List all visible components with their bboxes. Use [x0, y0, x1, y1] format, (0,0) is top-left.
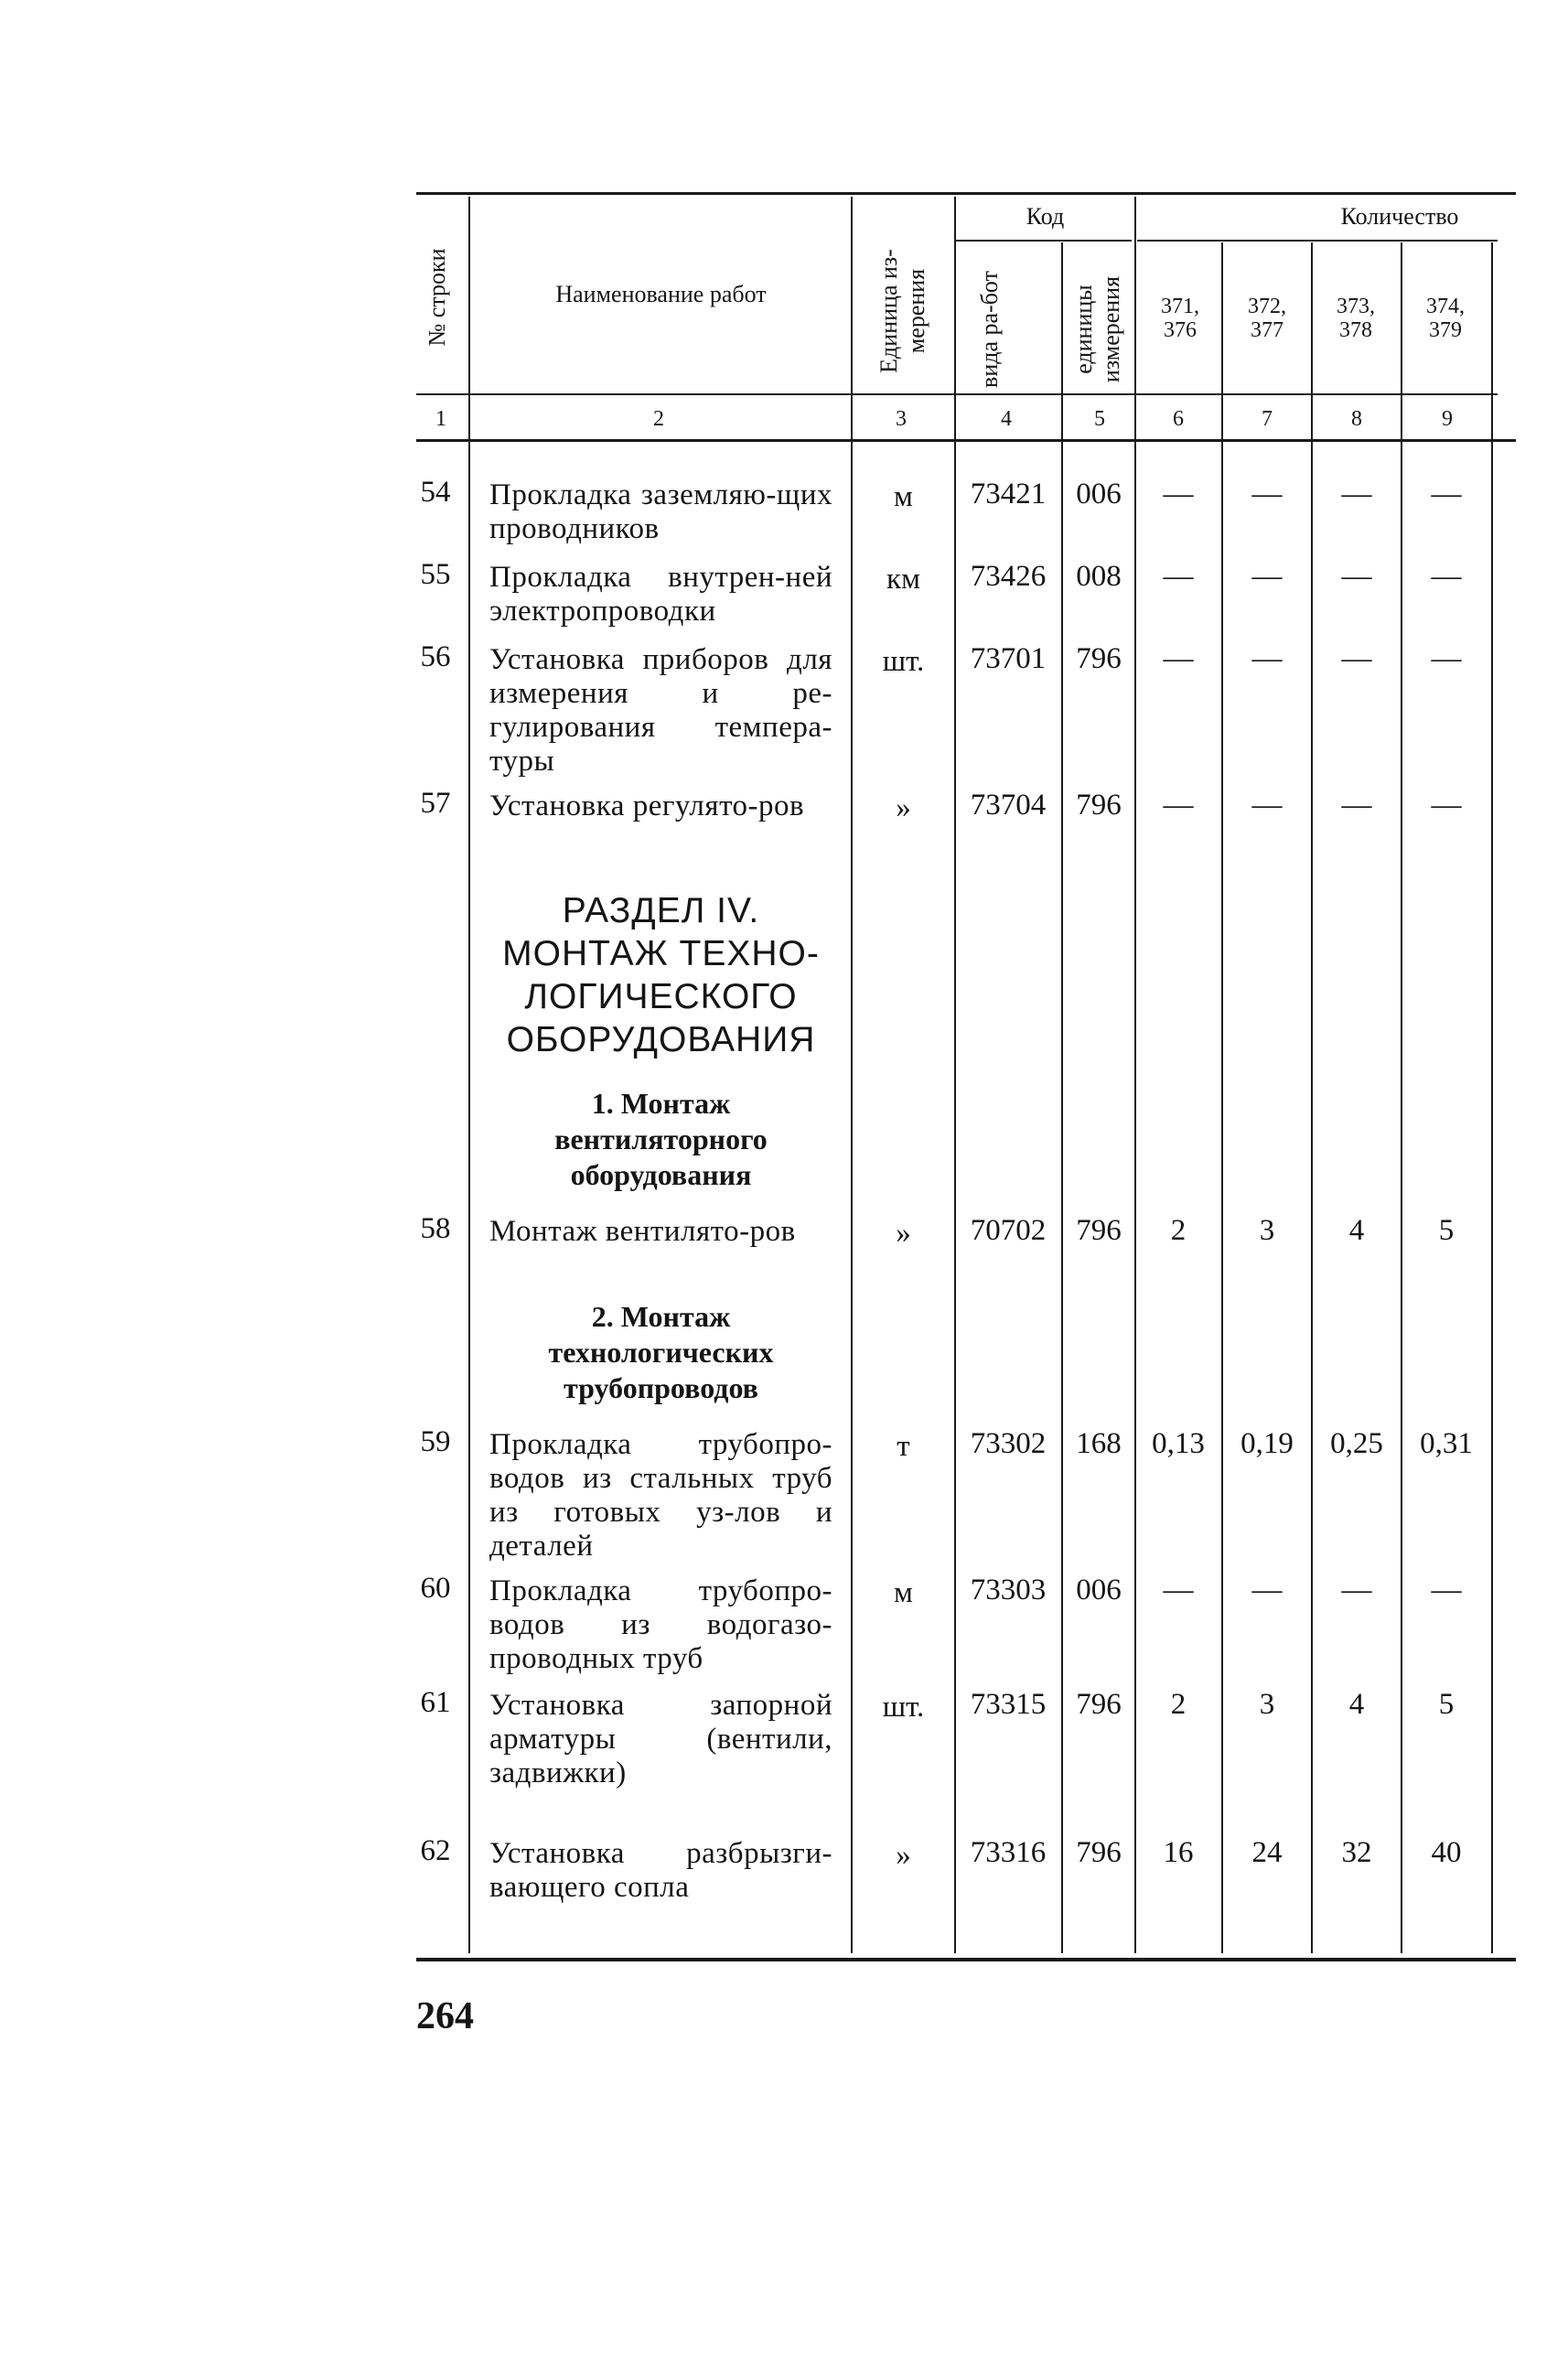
work-name: Прокладка трубопро-водов из стальных труб из готовых уз-лов и деталей: [489, 1428, 832, 1563]
col-divider-7: [1311, 242, 1313, 1953]
work-code-cell: 73701: [970, 642, 1047, 675]
quantity-header-rule: [1137, 240, 1498, 242]
qty-cell: —: [1163, 1574, 1194, 1606]
header-code-unit: единицы измерения: [1070, 275, 1124, 383]
qty-cell: 5: [1438, 1214, 1455, 1247]
header-row-number: № строки: [424, 248, 450, 347]
qty-cell: 40: [1431, 1836, 1462, 1869]
unit-code-cell: 006: [1076, 478, 1122, 510]
qty-cell: —: [1341, 478, 1372, 510]
work-name: Монтаж вентилято-ров: [489, 1215, 796, 1248]
work-name: Прокладка заземляю-щих проводников: [489, 478, 832, 545]
qty-cell: —: [1431, 1574, 1462, 1606]
qty-cell: —: [1431, 560, 1462, 593]
header-qty-col-3: 373, 378: [1337, 295, 1375, 342]
work-name: Установка регулято-ров: [489, 790, 805, 822]
work-code-cell: 73303: [970, 1574, 1047, 1606]
qty-cell: 3: [1259, 1688, 1275, 1721]
row-number: 57: [420, 787, 451, 820]
row-number: 60: [420, 1572, 451, 1605]
unit-code-cell: 168: [1076, 1427, 1122, 1460]
row-number: 55: [420, 558, 451, 591]
qty-cell: —: [1431, 789, 1462, 822]
subsection-title: 2. Монтаж технологических трубопроводов: [548, 1300, 774, 1404]
qty-cell: 0,31: [1420, 1427, 1473, 1460]
work-code-cell: 73315: [970, 1688, 1047, 1721]
header-quantity: Количество: [1340, 203, 1459, 230]
column-number-9: 9: [1442, 407, 1453, 431]
column-number-8: 8: [1351, 407, 1362, 431]
row-number: 62: [420, 1834, 451, 1867]
qty-cell: —: [1163, 642, 1194, 675]
column-numbers-rule: [416, 439, 1516, 442]
work-code-cell: 73302: [970, 1427, 1047, 1460]
col-divider-9: [1491, 242, 1493, 1953]
col-divider-3: [954, 197, 956, 1953]
qty-cell: —: [1163, 560, 1194, 593]
column-number-1: 1: [435, 407, 446, 431]
section-title: РАЗДЕЛ IV. МОНТАЖ ТЕХНО-ЛОГИЧЕСКОГО ОБОРУДОВАНИЯ: [502, 891, 820, 1059]
col-divider-6: [1221, 242, 1223, 1953]
work-code-cell: 73426: [970, 560, 1047, 593]
qty-cell: 4: [1348, 1688, 1365, 1721]
header-bottom-rule: [416, 393, 1498, 395]
qty-cell: —: [1251, 789, 1283, 822]
header-code: Код: [1026, 203, 1065, 230]
qty-cell: —: [1163, 478, 1194, 510]
qty-cell: —: [1251, 1574, 1283, 1606]
unit-code-cell: 796: [1076, 642, 1122, 675]
column-number-7: 7: [1262, 407, 1273, 431]
qty-cell: —: [1341, 560, 1372, 593]
qty-cell: —: [1341, 1574, 1372, 1606]
header-unit: Единица из-мерения: [875, 249, 929, 373]
col-divider-1: [468, 197, 470, 1953]
work-name: Установка разбрызги-вающего сопла: [489, 1837, 832, 1904]
qty-cell: —: [1341, 642, 1372, 675]
header-qty-col-2: 372, 377: [1248, 295, 1286, 342]
unit-cell: м: [894, 480, 913, 513]
unit-code-cell: 796: [1076, 789, 1122, 822]
unit-code-cell: 796: [1076, 1836, 1122, 1869]
qty-cell: 32: [1341, 1836, 1372, 1869]
qty-cell: 2: [1170, 1688, 1187, 1721]
header-code-work-type: вида ра-бот: [976, 271, 1003, 388]
qty-cell: 3: [1259, 1214, 1275, 1247]
unit-cell: шт.: [882, 1691, 925, 1724]
header-work-name: Наименование работ: [555, 281, 767, 307]
table-top-rule: [416, 192, 1516, 195]
unit-code-cell: 008: [1076, 560, 1122, 593]
header-qty-col-4: 374, 379: [1426, 295, 1465, 342]
column-number-4: 4: [1001, 407, 1012, 431]
qty-cell: 16: [1163, 1836, 1194, 1869]
qty-cell: —: [1431, 478, 1462, 510]
work-name: Установка приборов для измерения и ре-гулирования темпера-туры: [489, 643, 832, 778]
work-code-cell: 70702: [970, 1214, 1047, 1247]
column-number-5: 5: [1094, 407, 1105, 431]
col-divider-5: [1134, 197, 1136, 1953]
unit-cell: м: [894, 1576, 913, 1609]
work-code-cell: 73704: [970, 789, 1047, 822]
qty-cell: 4: [1348, 1214, 1365, 1247]
work-code-cell: 73421: [970, 478, 1047, 510]
code-header-rule: [956, 240, 1132, 242]
qty-cell: —: [1431, 642, 1462, 675]
column-number-3: 3: [896, 407, 907, 431]
unit-code-cell: 796: [1076, 1688, 1122, 1721]
header-qty-col-1: 371, 376: [1161, 295, 1199, 342]
unit-cell: »: [896, 1839, 911, 1872]
subsection-title: 1. Монтаж вентиляторного оборудования: [554, 1087, 768, 1191]
qty-cell: 5: [1438, 1688, 1455, 1721]
table-bottom-rule: [416, 1958, 1516, 1961]
work-name: Прокладка внутрен-ней электропроводки: [489, 561, 832, 628]
page-number: 264: [416, 1995, 474, 2037]
row-number: 56: [420, 640, 451, 673]
qty-cell: —: [1163, 789, 1194, 822]
row-number: 59: [420, 1425, 451, 1458]
unit-cell: »: [896, 1217, 911, 1250]
column-number-6: 6: [1173, 407, 1184, 431]
unit-code-cell: 006: [1076, 1574, 1122, 1606]
col-divider-2: [851, 197, 853, 1953]
row-number: 54: [420, 476, 451, 509]
qty-cell: —: [1251, 560, 1283, 593]
qty-cell: 24: [1251, 1836, 1283, 1869]
unit-code-cell: 796: [1076, 1214, 1122, 1247]
row-number: 61: [420, 1686, 451, 1719]
row-number: 58: [420, 1212, 451, 1245]
qty-cell: 0,13: [1152, 1427, 1205, 1460]
unit-cell: шт.: [882, 645, 925, 678]
work-code-cell: 73316: [970, 1836, 1047, 1869]
col-divider-8: [1401, 242, 1402, 1953]
unit-cell: км: [886, 563, 920, 596]
column-number-2: 2: [653, 407, 664, 431]
qty-cell: —: [1251, 478, 1283, 510]
qty-cell: —: [1251, 642, 1283, 675]
qty-cell: 2: [1170, 1214, 1187, 1247]
work-name: Установка запорной арматуры (вентили, задвижки): [489, 1689, 832, 1789]
qty-cell: 0,25: [1330, 1427, 1383, 1460]
unit-cell: »: [896, 791, 911, 824]
qty-cell: 0,19: [1240, 1427, 1294, 1460]
qty-cell: —: [1341, 789, 1372, 822]
work-name: Прокладка трубопро-водов из водогазо-проводных труб: [489, 1574, 832, 1675]
col-divider-4: [1061, 242, 1063, 1953]
unit-cell: т: [897, 1430, 910, 1463]
